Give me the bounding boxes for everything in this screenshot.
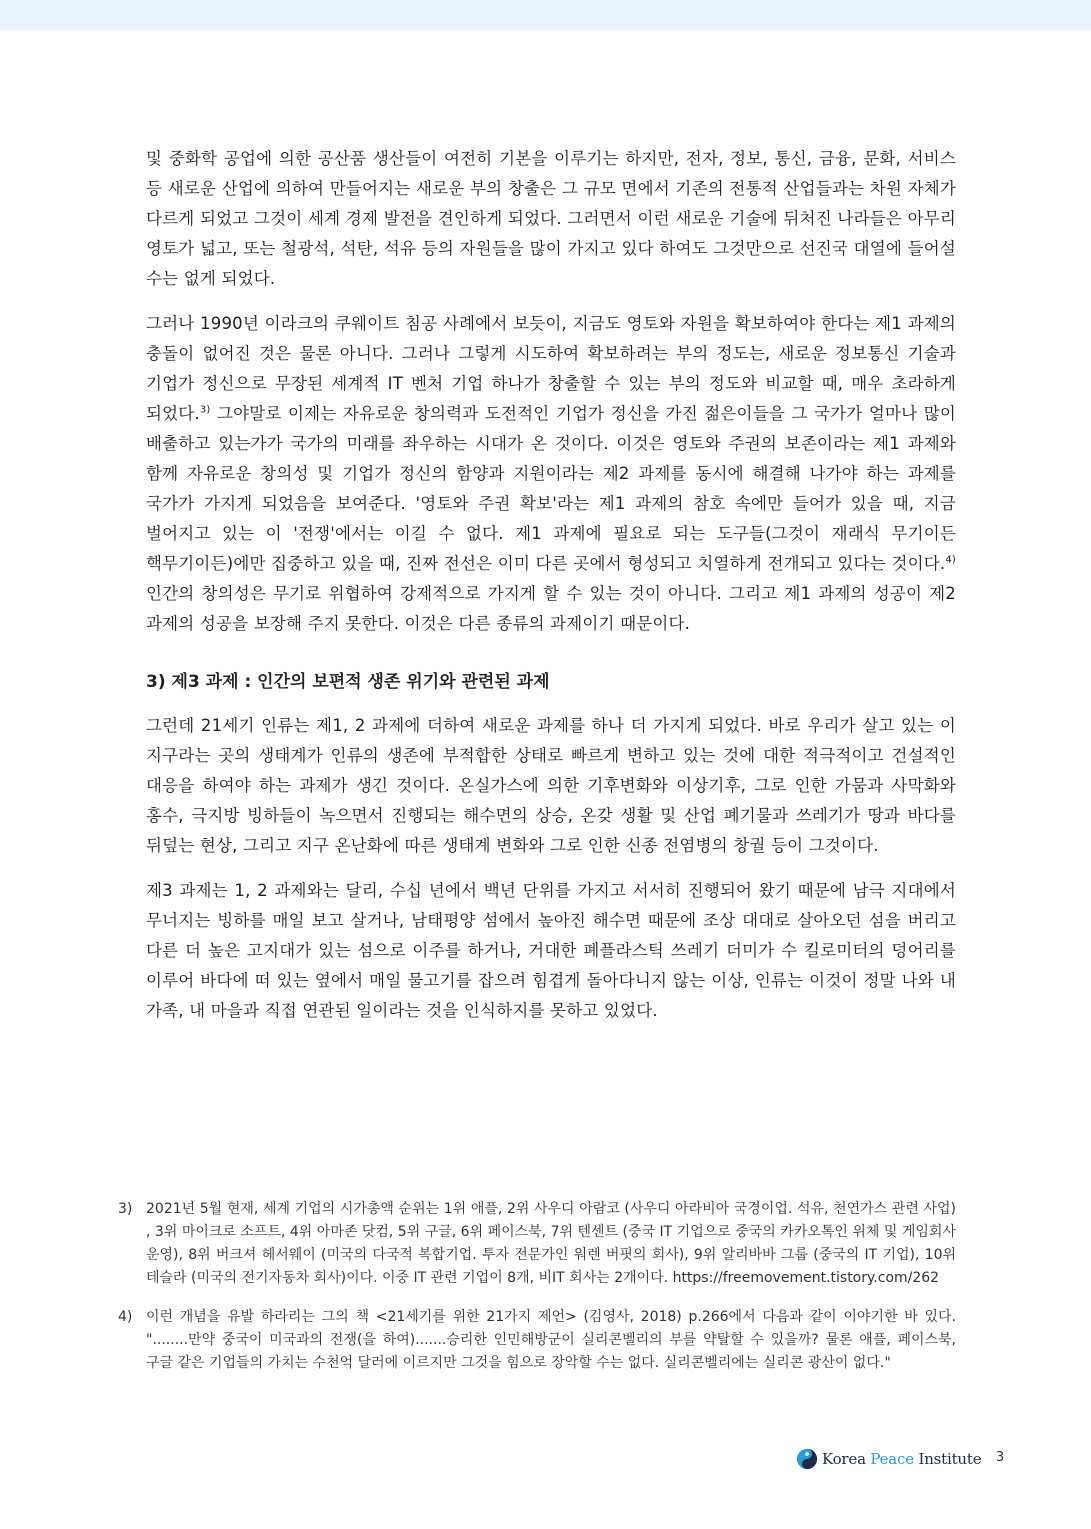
page-number: 3 (996, 1450, 1005, 1465)
header-band (0, 0, 1091, 30)
paragraph-4: 제3 과제는 1, 2 과제와는 달리, 수십 년에서 백년 단위를 가지고 서서히 진행되어 왔기 때문에 남극 지대에서 무너지는 빙하를 매일 보고 살거나, 남태평양 섬에서 높아진 해수면 때문에 조상 대대로 살아오던 섬을 버리고 다른 더 높은 고지대가 있는 섬으로 이주를 하거나, 거대한 폐플라스틱 쓰레기 더미가 수 킬로미터의 덩어리를 이루어 바다에 떠 있는 옆에서 매일 물고기를 잡으려 힘겹게 돌아다니지 않는 이상, 인류는 이것이 정말 나와 내 가족, 내 마을과 직접 연관된 일이라는 것을 인식하지를 못하고 있었다. (146, 881, 956, 1020)
section-heading: 3) 제3 과제 : 인간의 보편적 생존 위기와 관련된 과제 (146, 672, 550, 692)
paragraph-2 (146, 309, 956, 639)
paragraph-1: 및 중화학 공업에 의한 공산품 생산들이 여전히 기본을 이루기는 하지만, 전자, 정보, 통신, 금융, 문화, 서비스 등 새로운 산업에 의하여 만들어지는 새로운 부의 창출은 그 규모 면에서 기존의 전통적 산업들과는 차원 자체가 다르게 되었고 그것이 세계 경제 발전을 견인하게 되었다. 그러면서 이런 새로운 기술에 뒤처진 나라들은 아무리 영토가 넓고, 또는 철광석, 석탄, 석유 등의 자원들을 많이 가지고 있다 하여도 그것만으로 선진국 대열에 들어설 수는 없게 되었다. (146, 149, 956, 288)
footnotes (118, 1198, 956, 1391)
logo-wordmark (822, 1450, 981, 1468)
logo-word-peace: Peace (865, 1450, 914, 1468)
footnote-text: 2021년 5월 현재, 세계 기업의 시가총액 순위는 1위 애플, 2위 사우디 아람코 (사우디 아라비아 국경이업. 석유, 천연가스 관련 사업) , 3위 마이크로 소프트, 4위 아마존 닷컴, 5위 구글, 6위 페이스북, 7위 텐센트 (중국 IT 기업으로 중국의 카카오톡인 위체 및 게임회사 운영), 8위 버크셔 헤서웨이 (미국의 다국적 복합기업. 투자 전문가인 워렌 버핏의 회사), 9위 알리바바 그룹 (중국의 IT 기업), 10위 테슬라 (미국의 전기자동차 회사)이다. 이중 IT 관련 기업이 8개, 비IT 회사는 2개이다. https://freemovement.tistory.com/262 (146, 1201, 956, 1286)
footnote-number: 4) (118, 1309, 133, 1325)
paragraph-2-part-b: 그야말로 이제는 자유로운 창의력과 도전적인 기업가 정신을 가진 젊은이들을 그 국가가 얼마나 많이 배출하고 있는가가 국가의 미래를 좌우하는 시대가 온 것이다. 이것은 영토와 주권의 보존이라는 제1 과제와 함께 자유로운 창의성 및 기업가 정신의 함양과 지원이라는 제2 과제를 동시에 해결해 나가야 하는 과제를 국가가 가지게 되었음을 보여준다. '영토와 주권 확보'라는 제1 과제의 참호 속에만 들어가 있을 때, 지금 벌어지고 있는 이 '전쟁'에서는 이길 수 없다. 제1 과제에 필요로 되는 도구들(그것이 재래식 무기이든 핵무기이든)에만 집중하고 있을 때, 진짜 전선은 이미 다른 곳에서 형성되고 치열하게 전개되고 있다는 것이다. (146, 404, 956, 573)
paragraph-3: 그런데 21세기 인류는 제1, 2 과제에 더하여 새로운 과제를 하나 더 가지게 되었다. 바로 우리가 살고 있는 이 지구라는 곳의 생태계가 인류의 생존에 부적합한 상태로 빠르게 변하고 있는 것에 대한 적극적이고 건설적인 대응을 하여야 하는 과제가 생긴 것이다. 온실가스에 의한 기후변화와 이상기후, 그로 인한 가뭄과 사막화와 홍수, 극지방 빙하들이 녹으면서 진행되는 해수면의 상승, 온갖 생활 및 산업 폐기물과 쓰레기가 땅과 바다를 뒤덮는 현상, 그리고 지구 온난화에 따른 생태계 변화와 그로 인한 신종 전염병의 창궐 등이 그것이다. (146, 716, 956, 855)
footnote-ref-3[interactable]: 3) (199, 404, 211, 416)
footnote-ref-4[interactable]: 4) (945, 554, 956, 566)
logo-word-institute: Institute (913, 1450, 982, 1468)
paragraph-2-part-c: 인간의 창의성은 무기로 위협하여 강제적으로 가지게 할 수 있는 것이 아니다. 그리고 제1 과제의 성공이 제2 과제의 성공을 보장해 주지 못한다. 이것은 다른 종류의 과제이기 때문이다. (146, 584, 956, 633)
footnote-number: 3) (118, 1201, 133, 1217)
footnote-text: 이런 개념을 유발 하라리는 그의 책 <21세기를 위한 21가지 제언> (김영사, 2018) p.266에서 다음과 같이 이야기한 바 있다. "........만약 중국이 미국과의 전쟁(을 하여).......승리한 인민해방군이 실리콘벨리의 부를 약탈할 수 있을까? 물론 애플, 페이스북, 구글 같은 기업들의 가치는 수천억 달러에 이르지만 그것을 힘으로 장악할 수는 없다. 실리콘벨리에는 실리콘 광산이 없다." (146, 1309, 956, 1371)
institute-logo (796, 1447, 981, 1471)
korea-peace-institute-logo-icon (796, 1448, 818, 1470)
main-content (146, 144, 956, 1041)
footnote-4 (118, 1306, 956, 1375)
footnote-3 (118, 1198, 956, 1290)
paragraph-2-part-a: 그러나 1990년 이라크의 쿠웨이트 침공 사례에서 보듯이, 지금도 영토와 자원을 확보하여야 한다는 제1 과제의 충돌이 없어진 것은 물론 아니다. 그러나 그렇게 시도하여 확보하려는 부의 정도는, 새로운 정보통신 기술과 기업가 정신으로 무장된 세계적 IT 벤처 기업 하나가 창출할 수 있는 부의 정도와 비교할 때, 매우 초라하게 되었다. (146, 314, 956, 423)
logo-word-korea: Korea (822, 1450, 866, 1468)
